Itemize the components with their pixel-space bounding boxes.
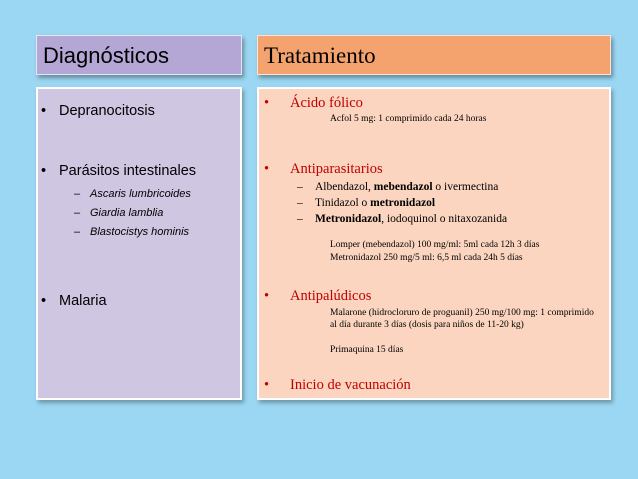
tratamiento-title: Tratamiento	[264, 43, 376, 68]
tratamiento-item-vacunacion: • Inicio de vacunación	[264, 377, 411, 393]
parasite-item: – Ascaris lumbricoides	[74, 188, 191, 200]
dash-icon: –	[74, 226, 81, 238]
antiparasitario-option: – Albendazol, mebendazol o ivermectina	[297, 181, 499, 193]
tratamiento-item-antipaludicos: • Antipalúdicos	[264, 288, 372, 304]
diagnosticos-title: Diagnósticos	[43, 43, 169, 68]
parasite-item: – Blastocistys hominis	[74, 226, 190, 238]
diagnostico-item: • Parásitos intestinales	[41, 163, 197, 179]
antiparasitario-option: – Tinidazol o metronidazol	[297, 197, 436, 209]
acido-folico-note: Acfol 5 mg: 1 comprimido cada 24 horas	[330, 114, 487, 124]
dash-icon: –	[74, 207, 81, 219]
antipaludico-note: Primaquina 15 días	[330, 345, 404, 355]
dash-icon: –	[297, 197, 303, 209]
bullet-icon: •	[264, 377, 270, 393]
antiparasitario-note: Lomper (mebendazol) 100 mg/ml: 5ml cada 12h 3 días	[330, 240, 540, 250]
diagnostico-item: • Depranocitosis	[41, 103, 155, 119]
diagnosticos-header	[36, 35, 242, 75]
dash-icon: –	[74, 188, 81, 200]
tratamiento-item-antiparasitarios: • Antiparasitarios	[264, 161, 383, 177]
dash-icon: –	[297, 213, 303, 225]
parasite-item: – Giardia lamblia	[74, 207, 164, 219]
diagnosticos-panel	[36, 87, 242, 400]
bullet-icon: •	[264, 95, 270, 111]
bullet-icon: •	[41, 103, 47, 119]
bullet-icon: •	[41, 163, 47, 179]
bullet-icon: •	[264, 288, 270, 304]
antipaludico-note: Malarone (hidrocloruro de proguanil) 250 mg/100 mg: 1 comprimido al día durante 3 días (dosis para niños de 11-20 kg)	[330, 308, 594, 330]
antiparasitario-option: – Metronidazol, iodoquinol o nitaxozanida	[297, 213, 508, 225]
dash-icon: –	[297, 181, 303, 193]
bullet-icon: •	[264, 161, 270, 177]
tratamiento-header	[257, 35, 611, 75]
diagnostico-item: • Malaria	[41, 293, 107, 309]
antiparasitario-note: Metronidazol 250 mg/5 ml: 6,5 ml cada 24h 5 días	[330, 253, 523, 263]
bullet-icon: •	[41, 293, 47, 309]
tratamiento-item-acido-folico: • Ácido fólico	[264, 95, 363, 111]
